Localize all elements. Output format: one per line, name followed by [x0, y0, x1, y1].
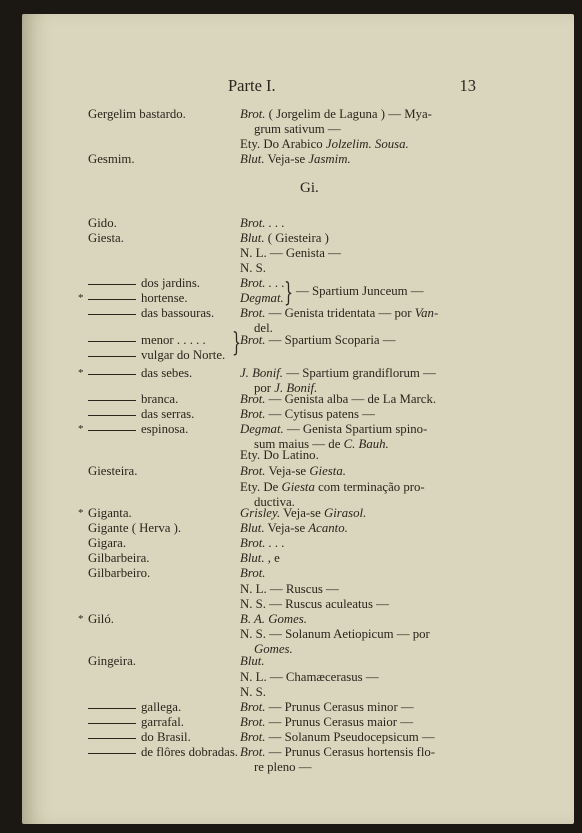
source-abbrev: Brot. . . . — [240, 276, 285, 290]
text-run: Giesta — [281, 480, 315, 494]
text-run: Girasol. — [324, 506, 367, 520]
text-run: — Prunus Cerasus hortensis flo- — [265, 745, 436, 759]
entry-definition — [240, 715, 413, 730]
entry-term: gallega. — [141, 700, 182, 714]
entry-definition — [240, 551, 280, 566]
source-abbrev: Brot. . . . — [240, 216, 285, 230]
entry-definition — [240, 231, 329, 246]
entry-term: Giló. — [88, 612, 114, 626]
entry-definition — [240, 521, 348, 536]
ety-label: Ety. — [240, 137, 261, 151]
entry-definition — [240, 366, 436, 381]
source-abbrev: Brot. — [240, 730, 266, 744]
repeat-dash — [88, 723, 136, 724]
entry-definition — [240, 464, 346, 479]
entry-definition — [240, 700, 414, 715]
asterisk-mark: * — [78, 367, 84, 379]
entry-definition — [240, 536, 285, 551]
entry-definition — [240, 333, 396, 348]
entry-definition — [240, 422, 427, 437]
source-abbrev: Blut. — [240, 231, 265, 245]
entry-term: Giesta. — [88, 231, 124, 245]
entry-term: Gergelim bastardo. — [88, 107, 186, 121]
section-heading: Gi. — [300, 180, 319, 196]
continuation-line — [254, 760, 312, 775]
entry-definition — [240, 137, 409, 152]
entry-term: espinosa. — [141, 422, 189, 436]
entry-term: Giganta. — [88, 506, 132, 520]
text-run: — Cytisus patens — — [265, 407, 375, 421]
entry-definition — [240, 730, 435, 745]
source-abbrev: Blut. — [240, 654, 265, 668]
text-run: ( Jorgelim de Laguna ) — Mya- — [265, 107, 432, 121]
page-number: 13 — [459, 76, 476, 95]
source-abbrev: Brot. . . . — [240, 536, 285, 550]
scientific-name: N. S. — Ruscus aculeatus — — [240, 597, 389, 611]
text-run: por — [254, 381, 275, 395]
entry-definition — [240, 597, 389, 612]
source-abbrev: Brot. — [240, 715, 266, 729]
entry-term: das bassouras. — [141, 306, 215, 320]
entry-term: Gido. — [88, 216, 117, 230]
entry-definition — [240, 392, 436, 407]
text-run: re pleno — — [254, 760, 312, 774]
repeat-dash — [88, 400, 136, 401]
text-run: sum maius — de — [254, 437, 344, 451]
entry-definition — [240, 612, 307, 627]
book-page — [22, 14, 574, 824]
source-abbrev: Brot. — [240, 566, 266, 580]
entry-term: de flôres dobradas. — [141, 745, 239, 759]
text-run: — Solanum Pseudocepsicum — — [265, 730, 435, 744]
latin-name: N. L. — Genista — — [240, 246, 341, 260]
text-run: Giesta. — [309, 464, 346, 478]
entry-term: Gigante ( Herva ). — [88, 521, 182, 535]
source-abbrev: Brot. — [240, 745, 266, 759]
entry-definition — [240, 745, 435, 760]
entry-term: Gigara. — [88, 536, 127, 550]
text-run: De — [260, 480, 282, 494]
entry-term: Giesteira. — [88, 464, 138, 478]
entry-term: das sebes. — [141, 366, 193, 380]
page-header — [22, 76, 574, 100]
repeat-dash — [88, 708, 136, 709]
source-abbrev: Brot. — [240, 107, 266, 121]
running-title: Parte I. — [228, 76, 276, 95]
repeat-dash — [88, 356, 136, 357]
text-run: com terminação pro- — [314, 480, 425, 494]
continuation-line — [254, 122, 341, 137]
entry-definition — [240, 291, 284, 306]
entry-definition — [240, 261, 266, 276]
text-run: Acanto. — [308, 521, 348, 535]
entry-definition — [240, 246, 341, 261]
repeat-dash — [88, 415, 136, 416]
ety-label: Ety. — [240, 480, 261, 494]
repeat-dash — [88, 284, 136, 285]
source-abbrev: Blut. — [240, 551, 265, 565]
source-abbrev: Brot. — [240, 700, 266, 714]
asterisk-mark: * — [78, 507, 84, 519]
text-run: ( Giesteira ) — [264, 231, 329, 245]
entry-term: dos jardins. — [141, 276, 201, 290]
text-run: Veja-se — [280, 506, 324, 520]
text-run: Do Arabico — [260, 137, 326, 151]
repeat-dash — [88, 374, 136, 375]
source-abbrev: Brot. — [240, 464, 266, 478]
brace-symbol: } — [232, 328, 242, 358]
source-abbrev: Grisley. — [240, 506, 281, 520]
entry-term: Gilbarbeira. — [88, 551, 150, 565]
scientific-name: N. S. — [240, 261, 266, 275]
text-run: , e — [264, 551, 280, 565]
text-run: C. Bauh. — [343, 437, 389, 451]
source-abbrev: Degmat. — [240, 422, 284, 436]
asterisk-mark: * — [78, 292, 84, 304]
text-run: Van- — [414, 306, 439, 320]
text-run: J. Bonif. — [274, 381, 318, 395]
entry-definition — [240, 448, 319, 463]
entry-definition — [240, 685, 266, 700]
entry-definition — [240, 480, 425, 495]
entry-term: branca. — [141, 392, 179, 406]
brace-definition: — Spartium Junceum — — [296, 284, 424, 298]
text-run: Veja-se — [264, 521, 309, 535]
source-abbrev: B. A. Gomes. — [240, 612, 307, 626]
entry-term: das serras. — [141, 407, 195, 421]
entry-term: garrafal. — [141, 715, 184, 729]
text-run: — Spartium Scoparia — — [265, 333, 396, 347]
text-run: — Genista alba — de — [265, 392, 383, 406]
entry-term: Gingeira. — [88, 654, 136, 668]
source-abbrev: Blut. — [240, 152, 265, 166]
text-run: La Marck. — [382, 392, 437, 406]
text-run: Veja-se — [265, 464, 310, 478]
source-abbrev: Brot. — [240, 392, 266, 406]
text-run: Jasmim. — [308, 152, 351, 166]
text-run: grum sativum — — [254, 122, 341, 136]
scientific-name: N. S. — Solanum Aetiopicum — por — [240, 627, 430, 641]
text-run: Do Latino. — [260, 448, 319, 462]
text-run: — Prunus Cerasus maior — — [265, 715, 413, 729]
text-run: — Genista tridentata — por — [265, 306, 415, 320]
source-abbrev: Brot. — [240, 306, 266, 320]
entry-term: do Brasil. — [141, 730, 191, 744]
text-run: ductiva. — [254, 495, 295, 509]
source-abbrev: Degmat. — [240, 291, 284, 305]
text-run: — Prunus Cerasus minor — — [265, 700, 414, 714]
text-run: Gomes. — [254, 642, 293, 656]
repeat-dash — [88, 299, 136, 300]
entry-term: Gilbarbeiro. — [88, 566, 151, 580]
entry-term: menor . . . . . — [141, 333, 206, 347]
source-abbrev: Blut. — [240, 521, 265, 535]
source-abbrev: Brot. — [240, 407, 266, 421]
text-run: — Genista Spartium spino- — [283, 422, 428, 436]
entry-term: Gesmim. — [88, 152, 135, 166]
repeat-dash — [88, 753, 136, 754]
text-run: Veja-se — [264, 152, 309, 166]
entry-definition — [240, 582, 339, 597]
entry-definition — [240, 306, 438, 321]
asterisk-mark: * — [78, 613, 84, 625]
entry-definition — [240, 407, 375, 422]
text-run: Jolzelim. Sousa. — [325, 137, 409, 151]
latin-name: N. L. — Chamæcerasus — — [240, 670, 379, 684]
text-run: del. — [254, 321, 273, 335]
entry-definition — [240, 276, 285, 291]
entry-definition — [240, 627, 430, 642]
source-abbrev: J. Bonif. — [240, 366, 284, 380]
entry-definition — [240, 107, 432, 122]
repeat-dash — [88, 314, 136, 315]
entry-definition — [240, 216, 285, 231]
repeat-dash — [88, 738, 136, 739]
scientific-name: N. S. — [240, 685, 266, 699]
entry-definition — [240, 670, 379, 685]
repeat-dash — [88, 341, 136, 342]
ety-label: Ety. — [240, 448, 261, 462]
repeat-dash — [88, 430, 136, 431]
entry-definition — [240, 654, 265, 669]
text-run: — Spartium grandiflorum — — [283, 366, 436, 380]
entry-definition — [240, 152, 351, 167]
entry-definition — [240, 506, 366, 521]
latin-name: N. L. — Ruscus — — [240, 582, 339, 596]
asterisk-mark: * — [78, 423, 84, 435]
entry-term: hortense. — [141, 291, 188, 305]
entry-term: vulgar do Norte. — [141, 348, 226, 362]
source-abbrev: Brot. — [240, 333, 266, 347]
brace-symbol: } — [284, 278, 294, 308]
entry-definition — [240, 566, 265, 581]
